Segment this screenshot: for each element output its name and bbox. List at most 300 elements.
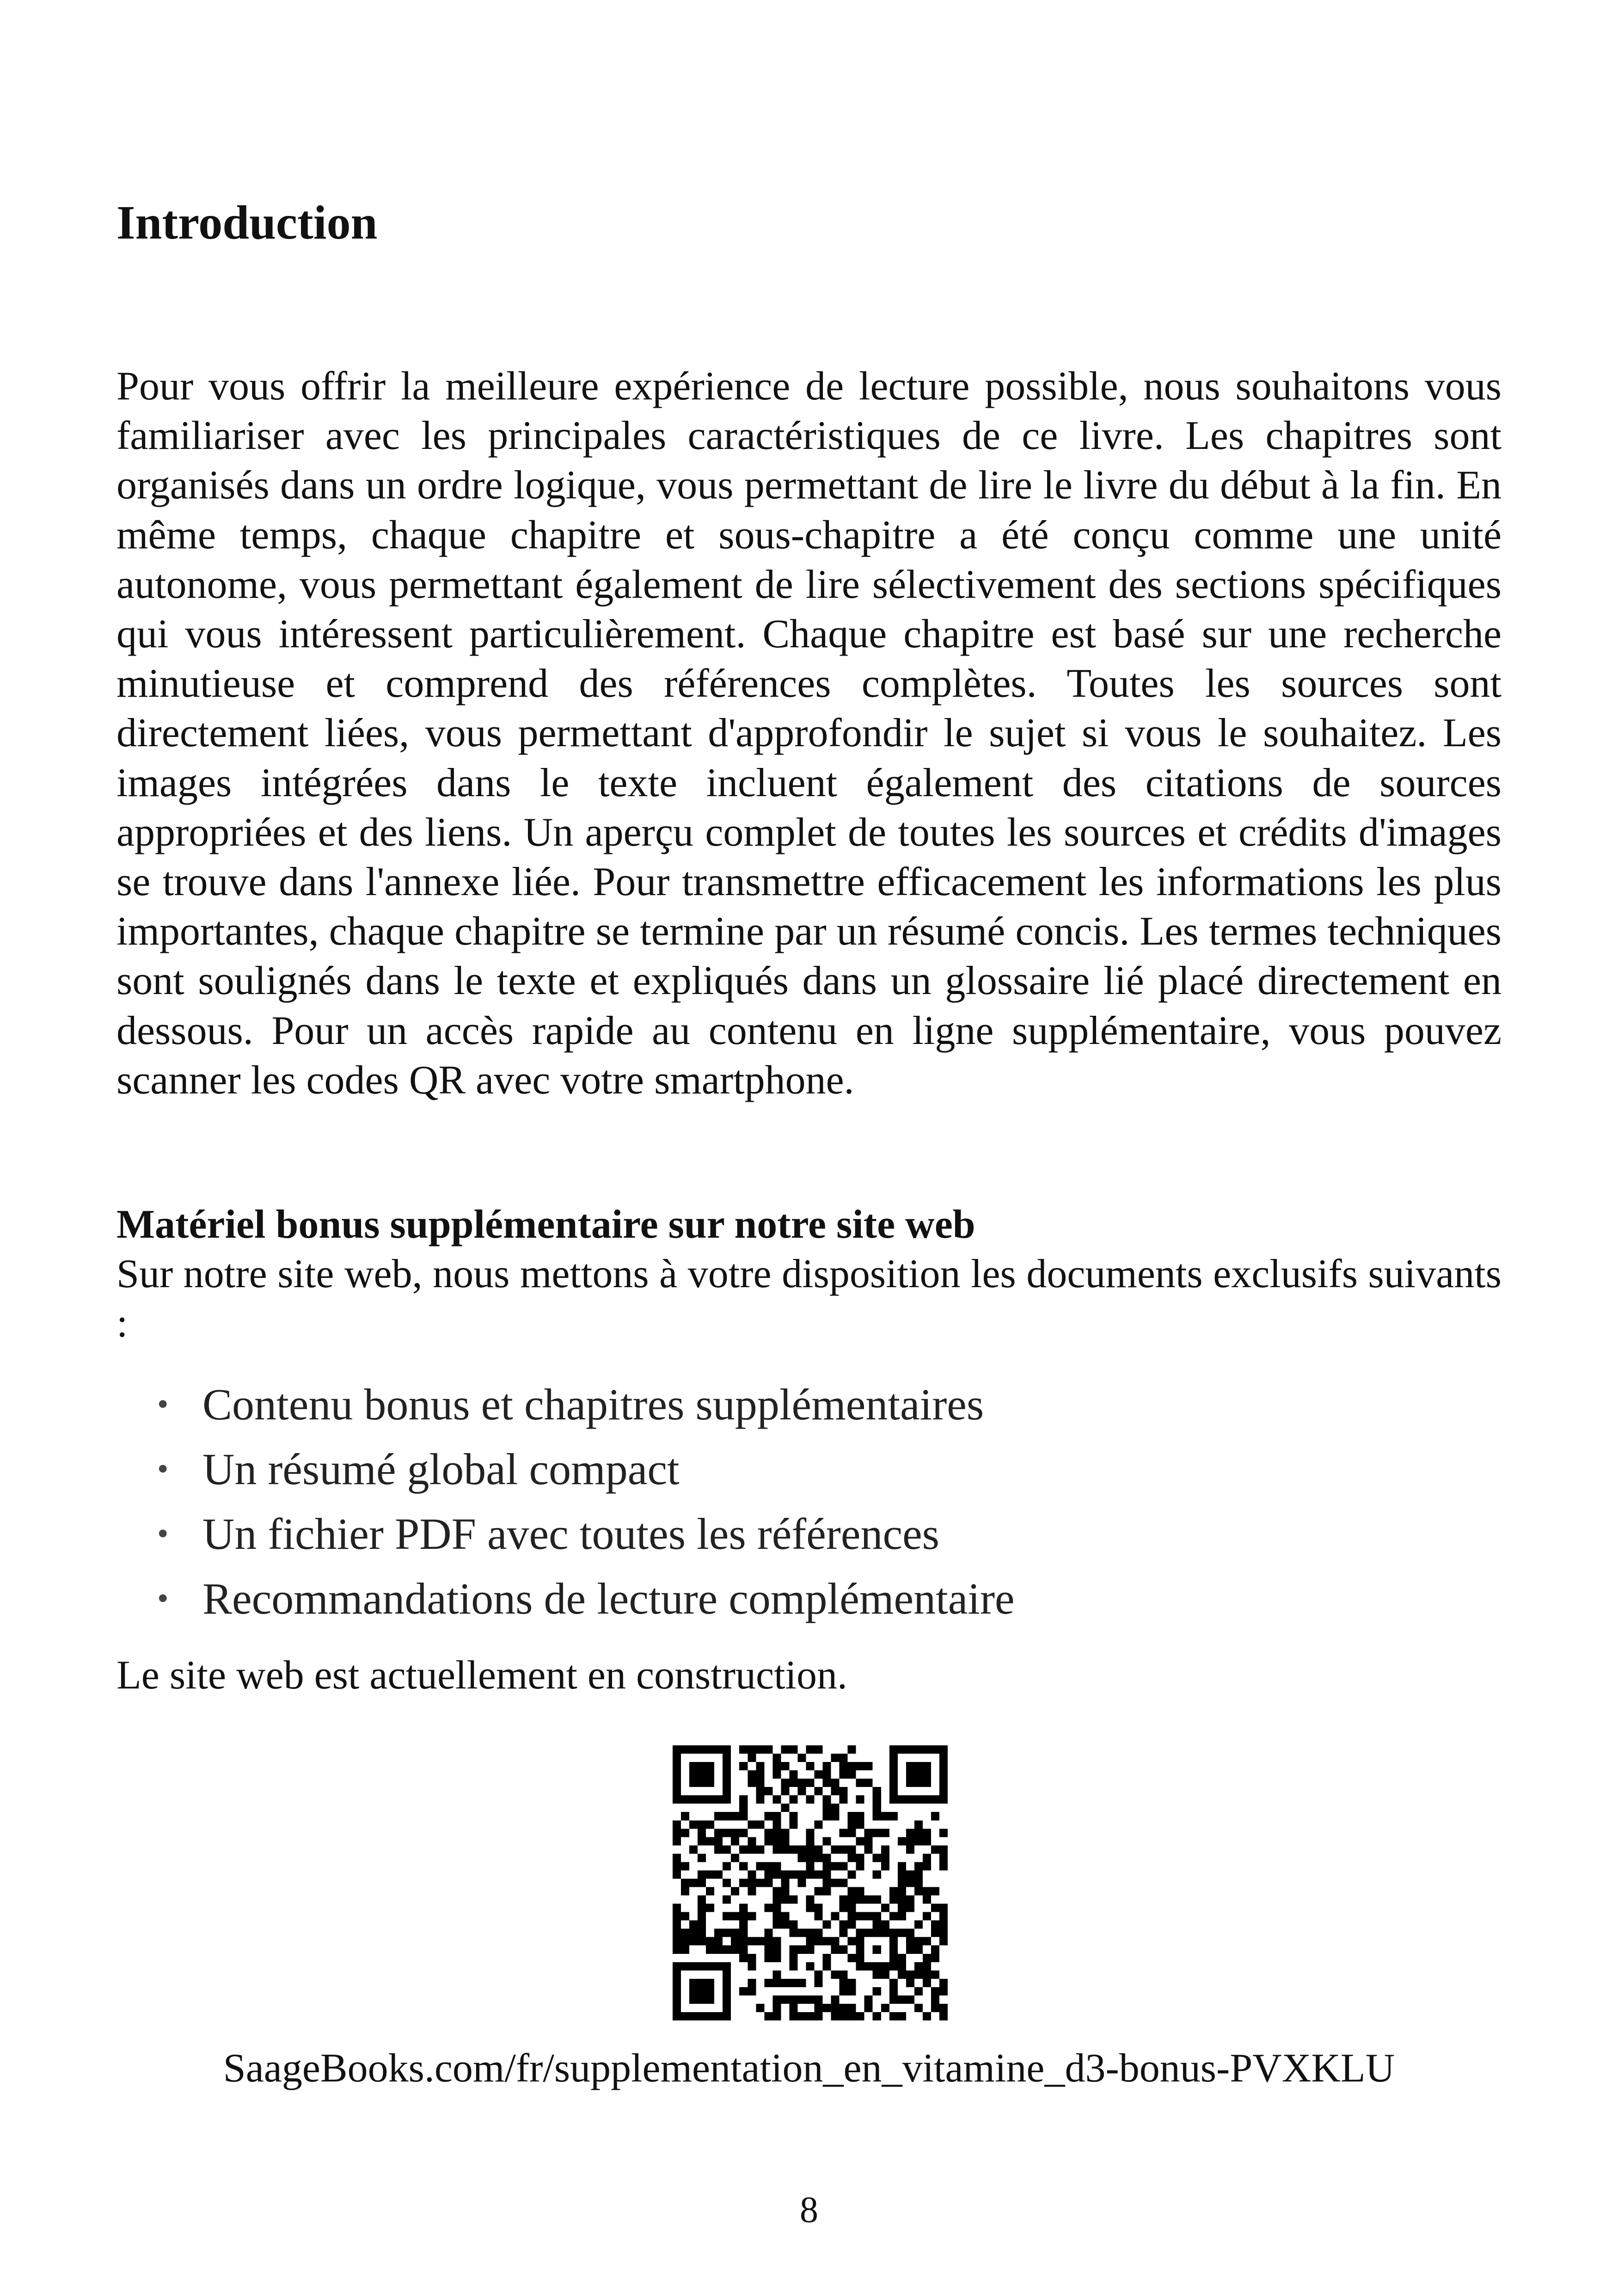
qr-module <box>815 1745 823 1754</box>
qr-module <box>815 1929 823 1937</box>
qr-module <box>673 1779 681 1787</box>
qr-module <box>906 1762 914 1770</box>
qr-module <box>939 1937 948 1946</box>
qr-module <box>931 1812 939 1820</box>
qr-module <box>806 2012 814 2020</box>
qr-module <box>781 1787 789 1795</box>
qr-module <box>698 1745 706 1754</box>
qr-module <box>889 1779 898 1787</box>
qr-module <box>906 1745 914 1754</box>
qr-module <box>831 1879 840 1887</box>
qr-module <box>881 1829 889 1837</box>
qr-module <box>781 1896 789 1904</box>
qr-module <box>815 1979 823 1987</box>
qr-module <box>856 1779 864 1787</box>
qr-module <box>831 2012 840 2020</box>
qr-module <box>714 1837 723 1845</box>
qr-module <box>706 1979 714 1987</box>
qr-module <box>797 1879 806 1887</box>
qr-module <box>689 1770 698 1779</box>
qr-module <box>731 1854 739 1862</box>
qr-module <box>789 1995 797 2004</box>
qr-module <box>789 1929 797 1937</box>
qr-module <box>764 1979 772 1987</box>
qr-module <box>698 1879 706 1887</box>
qr-module <box>772 2004 781 2012</box>
qr-module <box>698 1820 706 1829</box>
qr-module <box>764 1904 772 1912</box>
qr-module <box>706 1904 714 1912</box>
bonus-list <box>157 1372 1015 1631</box>
qr-module <box>673 1929 681 1937</box>
qr-module <box>764 1837 772 1845</box>
qr-module <box>806 1929 814 1937</box>
qr-module <box>939 1987 948 1995</box>
qr-module <box>731 1929 739 1937</box>
qr-module <box>856 1962 864 1971</box>
qr-module <box>748 1845 756 1854</box>
qr-module <box>889 1946 898 1954</box>
qr-module <box>673 1870 681 1879</box>
qr-module <box>823 1762 831 1770</box>
qr-module <box>797 1845 806 1854</box>
qr-module <box>898 1896 906 1904</box>
qr-module <box>873 1812 881 1820</box>
qr-module <box>789 1745 797 1754</box>
qr-module <box>748 1987 756 1995</box>
qr-module <box>689 1779 698 1787</box>
qr-module <box>856 1929 864 1937</box>
qr-module <box>889 1929 898 1937</box>
qr-module <box>923 1854 931 1862</box>
qr-module <box>889 1745 898 1754</box>
qr-module <box>815 1820 823 1829</box>
qr-module <box>856 2012 864 2020</box>
qr-module <box>764 1954 772 1962</box>
qr-module <box>923 1770 931 1779</box>
qr-module <box>806 1904 814 1912</box>
qr-module <box>739 1845 748 1854</box>
qr-module <box>881 1929 889 1937</box>
qr-module <box>698 1762 706 1770</box>
qr-module <box>914 1862 923 1870</box>
qr-module <box>873 1854 881 1862</box>
qr-module <box>789 1820 797 1829</box>
qr-module <box>673 1820 681 1829</box>
qr-module <box>914 1879 923 1887</box>
qr-module <box>914 1837 923 1845</box>
qr-module <box>914 1946 923 1954</box>
qr-module <box>939 1845 948 1854</box>
qr-module <box>681 1879 689 1887</box>
qr-module <box>698 1904 706 1912</box>
qr-module <box>689 2012 698 2020</box>
qr-module <box>764 1812 772 1820</box>
qr-module <box>898 1887 906 1896</box>
qr-module <box>848 1812 856 1820</box>
qr-module <box>906 1946 914 1954</box>
qr-module <box>840 1921 848 1929</box>
qr-module <box>848 1979 856 1987</box>
qr-module <box>698 1921 706 1929</box>
qr-module <box>781 1804 789 1812</box>
qr-module <box>673 1921 681 1929</box>
qr-module <box>689 1762 698 1770</box>
qr-module <box>698 1929 706 1937</box>
qr-module <box>706 1937 714 1946</box>
qr-module <box>889 1787 898 1795</box>
qr-module <box>723 1795 731 1804</box>
qr-module <box>815 1937 823 1946</box>
qr-module <box>823 1962 831 1971</box>
qr-module <box>806 1937 814 1946</box>
qr-module <box>939 1912 948 1921</box>
qr-module <box>714 1937 723 1946</box>
qr-module <box>939 1795 948 1804</box>
qr-module <box>856 1812 864 1820</box>
qr-module <box>756 1795 764 1804</box>
qr-module <box>731 1837 739 1845</box>
qr-module <box>731 1937 739 1946</box>
qr-module <box>914 1987 923 1995</box>
qr-module <box>748 1937 756 1946</box>
qr-module <box>764 1937 772 1946</box>
qr-module <box>789 1946 797 1954</box>
qr-module <box>906 1829 914 1837</box>
qr-module <box>815 2012 823 2020</box>
qr-module <box>856 1762 864 1770</box>
qr-module <box>864 1929 873 1937</box>
qr-module <box>673 1795 681 1804</box>
qr-module <box>806 1837 814 1845</box>
qr-module <box>914 1921 923 1929</box>
qr-module <box>789 1870 797 1879</box>
qr-module <box>723 2012 731 2020</box>
qr-module <box>673 1854 681 1862</box>
qr-module <box>789 1779 797 1787</box>
qr-module <box>856 1820 864 1829</box>
qr-module <box>823 2004 831 2012</box>
qr-module <box>789 2012 797 2020</box>
qr-module <box>823 1879 831 1887</box>
qr-module <box>873 1787 881 1795</box>
qr-module <box>748 1770 756 1779</box>
qr-module <box>772 1912 781 1921</box>
qr-module <box>714 2012 723 2020</box>
qr-module <box>739 1762 748 1770</box>
qr-module <box>815 1845 823 1854</box>
qr-module <box>939 1862 948 1870</box>
qr-module <box>748 1962 756 1971</box>
qr-module <box>673 1962 681 1971</box>
qr-module <box>889 1770 898 1779</box>
qr-module <box>889 1812 898 1820</box>
qr-module <box>848 1912 856 1921</box>
qr-module <box>673 1762 681 1770</box>
qr-module <box>781 1829 789 1837</box>
qr-module <box>848 1745 856 1754</box>
qr-module <box>856 1946 864 1954</box>
qr-module <box>681 1887 689 1896</box>
qr-module <box>831 1995 840 2004</box>
qr-module <box>840 1845 848 1854</box>
qr-module <box>898 1954 906 1962</box>
qr-module <box>806 1862 814 1870</box>
qr-module <box>797 1995 806 2004</box>
qr-module <box>739 1829 748 1837</box>
qr-module <box>764 1879 772 1887</box>
qr-module <box>815 1971 823 1979</box>
qr-module <box>831 1862 840 1870</box>
qr-module <box>681 1962 689 1971</box>
qr-module <box>698 1837 706 1845</box>
qr-module <box>831 1912 840 1921</box>
qr-module <box>906 1845 914 1854</box>
qr-module <box>781 1745 789 1754</box>
bullet-icon: • <box>157 1581 169 1616</box>
qr-module <box>939 1779 948 1787</box>
qr-module <box>914 1795 923 1804</box>
qr-module <box>806 1829 814 1837</box>
qr-module <box>698 1779 706 1787</box>
qr-module <box>673 2004 681 2012</box>
qr-module <box>840 1829 848 1837</box>
qr-module <box>756 1845 764 1854</box>
qr-module <box>797 1754 806 1762</box>
qr-module <box>864 1845 873 1854</box>
qr-module <box>797 1946 806 1954</box>
qr-module <box>723 1962 731 1971</box>
qr-module <box>823 1770 831 1779</box>
qr-module <box>848 1921 856 1929</box>
qr-module <box>864 1912 873 1921</box>
qr-module <box>756 1787 764 1795</box>
qr-module <box>772 1870 781 1879</box>
qr-module <box>772 1845 781 1854</box>
qr-module <box>706 1995 714 2004</box>
qr-module <box>806 1962 814 1971</box>
qr-module <box>815 1995 823 2004</box>
qr-module <box>914 1962 923 1971</box>
qr-module <box>723 1779 731 1787</box>
qr-module <box>815 1904 823 1912</box>
qr-module <box>781 1979 789 1987</box>
qr-module <box>873 1795 881 1804</box>
qr-module <box>898 1745 906 1754</box>
qr-module <box>797 1929 806 1937</box>
qr-module <box>706 1887 714 1896</box>
qr-module <box>706 1987 714 1995</box>
qr-module <box>806 1795 814 1804</box>
qr-module <box>756 1879 764 1887</box>
qr-module <box>781 1779 789 1787</box>
qr-module <box>706 1745 714 1754</box>
qr-module <box>706 1762 714 1770</box>
qr-module <box>772 1896 781 1904</box>
qr-module <box>772 1762 781 1770</box>
qr-module <box>698 1896 706 1904</box>
qr-module <box>756 1745 764 1754</box>
qr-module <box>764 1929 772 1937</box>
qr-module <box>689 1937 698 1946</box>
qr-module <box>698 1962 706 1971</box>
qr-module <box>689 1845 698 1854</box>
qr-module <box>706 1870 714 1879</box>
qr-module <box>739 1879 748 1887</box>
qr-module <box>748 1779 756 1787</box>
qr-module <box>906 1837 914 1845</box>
bonus-url[interactable]: SaageBooks.com/fr/supplementation_en_vitamine_d3-bonus-PVXKLU <box>223 2046 1395 2091</box>
qr-module <box>781 1912 789 1921</box>
qr-module <box>823 1779 831 1787</box>
qr-module <box>848 1987 856 1995</box>
qr-module <box>781 1879 789 1887</box>
qr-module <box>698 1854 706 1862</box>
qr-module <box>689 1795 698 1804</box>
qr-module <box>823 1862 831 1870</box>
qr-module <box>823 1954 831 1962</box>
qr-module <box>840 1879 848 1887</box>
qr-module <box>840 1946 848 1954</box>
qr-module <box>748 1979 756 1987</box>
qr-module <box>698 2012 706 2020</box>
qr-module <box>806 1745 814 1754</box>
qr-module <box>764 1745 772 1754</box>
section-heading: Introduction <box>116 196 378 249</box>
qr-module <box>873 1896 881 1904</box>
qr-module <box>748 1879 756 1887</box>
qr-module <box>914 1870 923 1879</box>
qr-module <box>848 1845 856 1854</box>
qr-module <box>806 1845 814 1854</box>
qr-module <box>673 1946 681 1954</box>
qr-module <box>923 1937 931 1946</box>
qr-module <box>873 1971 881 1979</box>
qr-module <box>815 1887 823 1896</box>
qr-module <box>772 1979 781 1987</box>
qr-module <box>881 1845 889 1854</box>
qr-module <box>739 1954 748 1962</box>
qr-code-icon[interactable] <box>673 1745 948 2020</box>
qr-module <box>723 1879 731 1887</box>
qr-module <box>831 1845 840 1854</box>
qr-module <box>739 1745 748 1754</box>
qr-module <box>923 1862 931 1870</box>
qr-module <box>772 1829 781 1837</box>
list-item-label: Un résumé global compact <box>202 1444 680 1494</box>
qr-module <box>856 1837 864 1845</box>
qr-module <box>673 1904 681 1912</box>
qr-module <box>748 1837 756 1845</box>
qr-module <box>939 1745 948 1754</box>
qr-module <box>840 1795 848 1804</box>
qr-module <box>723 1787 731 1795</box>
qr-module <box>723 1829 731 1837</box>
qr-module <box>815 1870 823 1879</box>
qr-module <box>772 1946 781 1954</box>
qr-module <box>689 1995 698 2004</box>
qr-module <box>698 1795 706 1804</box>
qr-module <box>923 1795 931 1804</box>
qr-module <box>789 1921 797 1929</box>
qr-module <box>772 1995 781 2004</box>
qr-module <box>789 1812 797 1820</box>
qr-module <box>756 2004 764 2012</box>
qr-module <box>848 1854 856 1862</box>
qr-module <box>681 1812 689 1820</box>
bullet-icon: • <box>157 1516 169 1552</box>
qr-module <box>739 1921 748 1929</box>
qr-module <box>723 1929 731 1937</box>
qr-module <box>906 1870 914 1879</box>
qr-module <box>673 1745 681 1754</box>
qr-module <box>873 1962 881 1971</box>
qr-module <box>823 1812 831 1820</box>
qr-module <box>914 1745 923 1754</box>
bonus-section-title: Matériel bonus supplémentaire sur notre site web <box>116 1202 975 1247</box>
qr-module <box>797 1979 806 1987</box>
qr-module <box>931 1921 939 1929</box>
qr-module <box>914 1937 923 1946</box>
qr-module <box>864 1779 873 1787</box>
qr-module <box>756 1770 764 1779</box>
qr-module <box>881 1862 889 1870</box>
qr-module <box>840 1862 848 1870</box>
qr-module <box>806 1870 814 1879</box>
qr-module <box>931 1995 939 2004</box>
list-item-label: Recommandations de lecture complémentaire <box>202 1574 1015 1623</box>
qr-module <box>923 1829 931 1837</box>
qr-module <box>840 1787 848 1795</box>
qr-module <box>673 1995 681 2004</box>
qr-module <box>914 1971 923 1979</box>
qr-module <box>923 1979 931 1987</box>
qr-module <box>873 2012 881 2020</box>
construction-status: Le site web est actuellement en construction. <box>116 1653 847 1698</box>
qr-module <box>772 1887 781 1896</box>
qr-module <box>856 1862 864 1870</box>
qr-module <box>898 1971 906 1979</box>
qr-module <box>689 1921 698 1929</box>
page-number: 8 <box>800 2190 818 2230</box>
qr-module <box>923 1837 931 1845</box>
qr-module <box>873 1829 881 1837</box>
qr-module <box>840 1971 848 1979</box>
qr-module <box>739 1795 748 1804</box>
qr-module <box>739 1862 748 1870</box>
qr-module <box>898 1795 906 1804</box>
qr-module <box>906 1995 914 2004</box>
qr-module <box>914 1770 923 1779</box>
qr-module <box>848 1762 856 1770</box>
qr-module <box>772 1837 781 1845</box>
qr-module <box>906 1929 914 1937</box>
qr-module <box>781 1995 789 2004</box>
qr-module <box>706 1820 714 1829</box>
qr-module <box>939 1787 948 1795</box>
qr-module <box>931 1987 939 1995</box>
qr-module <box>889 1962 898 1971</box>
qr-module <box>698 1987 706 1995</box>
qr-module <box>748 1754 756 1762</box>
qr-module <box>689 1962 698 1971</box>
qr-module <box>873 1987 881 1995</box>
qr-module <box>831 1804 840 1812</box>
qr-module <box>840 1979 848 1987</box>
qr-module <box>931 1795 939 1804</box>
bonus-intro-text: Sur notre site web, nous mettons à votre disposition les documents exclusifs suivants : <box>116 1252 1502 1346</box>
qr-module <box>789 1795 797 1804</box>
